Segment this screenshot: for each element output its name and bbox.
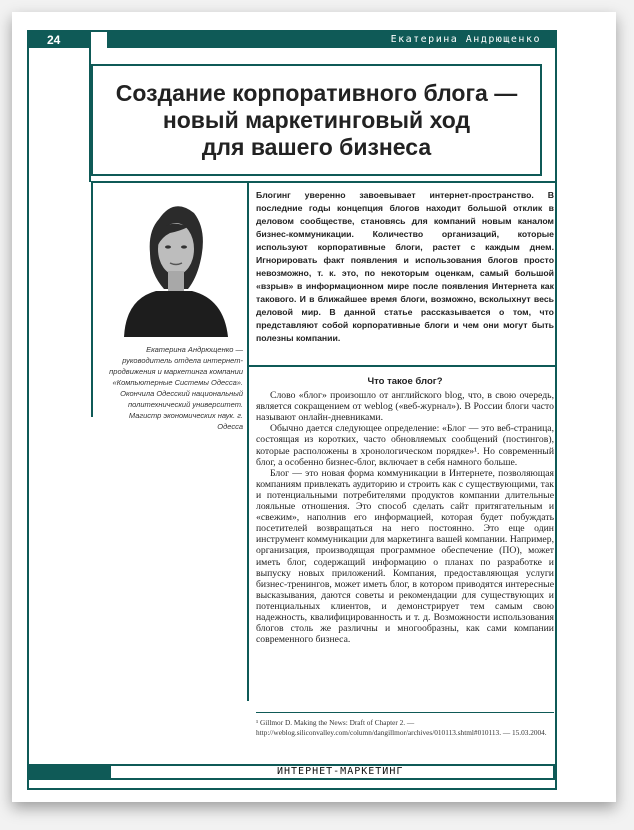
column-divider-rule xyxy=(247,181,249,701)
author-caption: Екатерина Андрющенко — руководитель отдела интернет-продвижения и маркетинга компании «Компьютерные Системы Одесса». Окончила Одесский национальный политехнический университет. Магистр экономических наук. г. Одесса xyxy=(109,345,243,431)
article-title: Создание корпоративного блога — новый маркетинговый ход для вашего бизнеса xyxy=(115,79,518,160)
title-box xyxy=(91,64,542,176)
lead-bottom-rule xyxy=(247,365,557,367)
article-lead: Блогинг уверенно завоевывает интернет-пространство. В последние годы концепция блогов находит большой отклик в деловом сообществе, становясь для компаний новым каналом бизнес-коммуникации. Количество организаций, которые используют корпоративные блоги, растет с каждым днем. Игнорировать факт появления и использования блогов просто невозможно, т. к. это, по некоторым оценкам, самый большой «взрыв» в информационном мире после появления Интернета как такового. И в ближайшее время блоги, возможно, всколыхнут весь деловой мир. В данной статье рассказывается о том, что представляют собой корпоративные блоги и чем они могут быть полезны компании. xyxy=(256,190,554,343)
page-header xyxy=(29,32,555,48)
body-paragraph: Блог — это новая форма коммуникации в Интернете, позволяющая компаниям привлекать аудиторию и строить как с существующими, так и потенциальными потребителями продуктов компании длительные лояльные отношения. Это способ сделать сайт притягательным и «свежим», наполнив его информацией, которая будет побуждать посетителей возвращаться на него постоянно. Это еще один инструмент коммуникации для маркетинга вашей компании. Например, организация, производящая программное обеспечение (ПО), может иметь блог, содержащий информацию о планах по разработке и выпуску новых приложений. Компания, предоставляющая услуги бизнес-тренингов, может иметь блог, в котором приводятся интересные высказывания, даются советы и рекомендации для существующих и потенциальных клиентов, и демонстрирует тем самым свою надежность, квалифицированность и т. д. Возможности использования блогов столь же различны и многообразны, как сами компании современного бизнеса. xyxy=(256,467,554,646)
article-body xyxy=(256,376,554,645)
footnote: ¹ Gillmor D. Making the News: Draft of Chapter 2. — http://weblog.siliconvalley.com/column/dangillmor/archives/010113.shtml#010113. — 15.03.2004. xyxy=(256,718,547,737)
page-number: 24 xyxy=(29,32,91,48)
left-title-rule xyxy=(89,48,91,182)
section-subheading: Что такое блог? xyxy=(367,376,443,387)
section-name: ИНТЕРНЕТ-МАРКЕТИНГ xyxy=(109,764,555,780)
footnote-rule xyxy=(256,712,554,713)
magazine-page xyxy=(12,12,616,802)
page-footer xyxy=(29,764,555,780)
body-paragraph: Слово «блог» произошло от английского blog, что, в свою очередь, является сокращением от weblog («веб-журнал»). В России блоги часто называют онлайн-дневниками. xyxy=(256,390,554,424)
running-head-author: Екатерина Андрющенко xyxy=(107,32,555,48)
footer-accent-bar xyxy=(29,764,109,780)
under-title-rule xyxy=(91,181,557,183)
body-paragraph: Обычно дается следующее определение: «Блог — это веб-страница, состоящая из коротких, часто обновляемых сообщений (постингов), которые расположены в хронологическом порядке»¹. Но современный блог, а особенно бизнес-блог, включает в себя намного больше. xyxy=(256,423,554,468)
author-photo xyxy=(104,187,243,337)
photo-left-rule xyxy=(91,181,93,417)
